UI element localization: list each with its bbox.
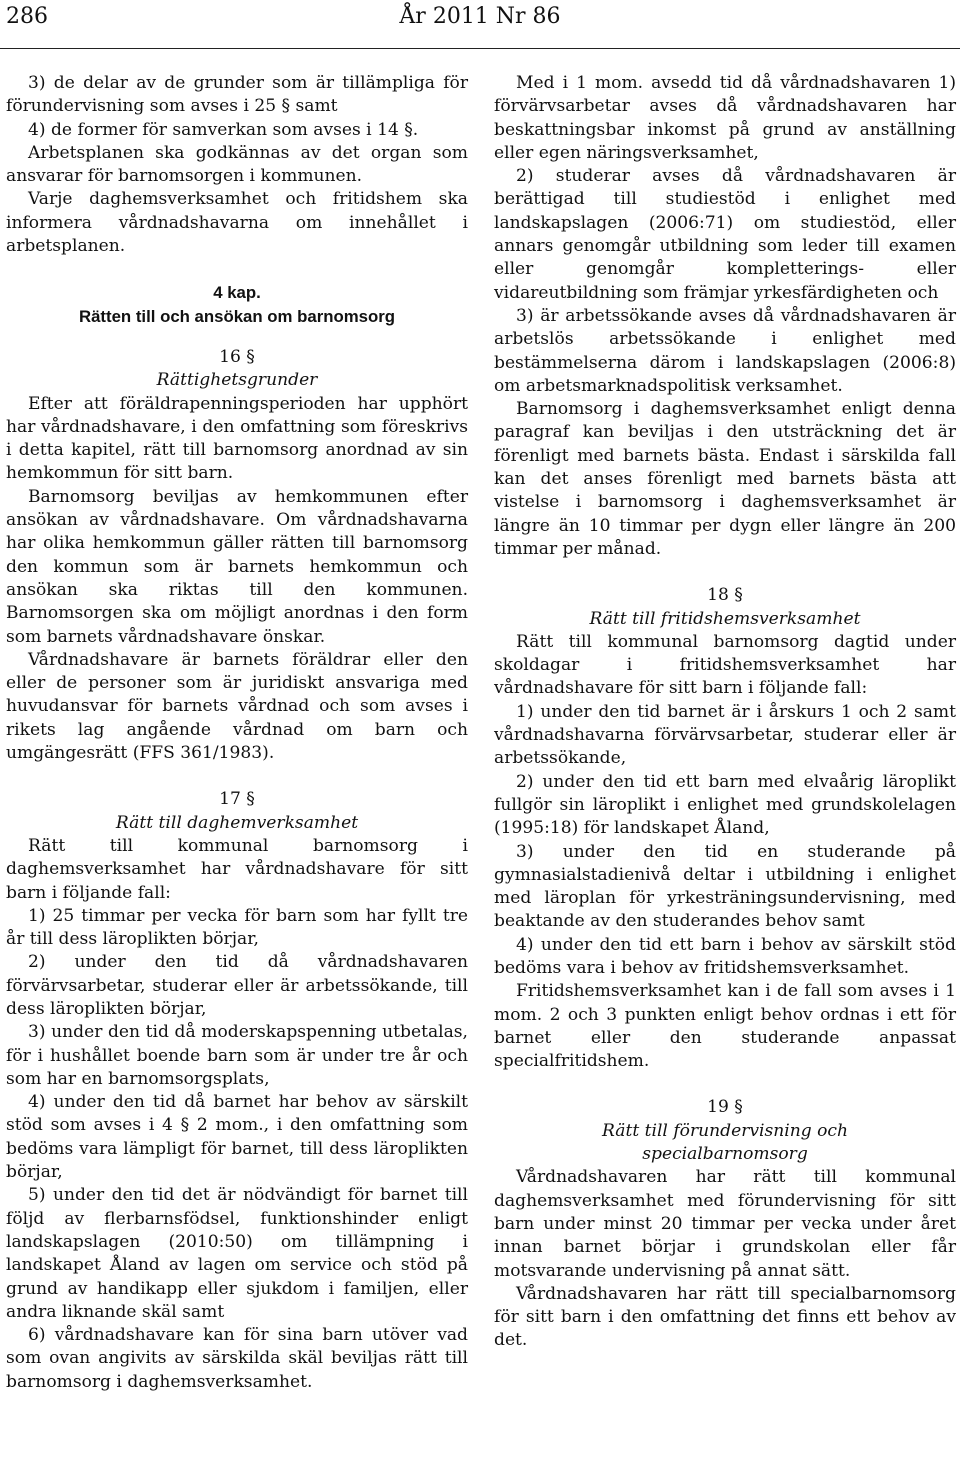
paragraph: Varje daghemsverksamhet och fritidshem ska informera vårdnadshavarna om innehållet i arbetsplanen. (6, 189, 468, 257)
section-number: 18 § (707, 585, 743, 606)
paragraph: Rätt till kommunal barnomsorg i daghemsverksamhet har vårdnadshavare för sitt barn i följande fall: (6, 835, 468, 903)
page-number: 286 (6, 4, 48, 29)
left-column (6, 72, 468, 1394)
paragraph: 5) under den tid det är nödvändigt för barnet till följd av flerbarnsfödsel, funktionshinder enligt landskapslagen (2010:50) om tillämpning i landskapet Åland av lagen om service och stöd på grund av handikapp eller sjukdom i familjen, eller andra liknande skäl samt (6, 1185, 468, 1322)
paragraph: Arbetsplanen ska godkännas av det organ som ansvarar för barnomsorgen i kommunen. (6, 142, 468, 187)
paragraph: Rätt till kommunal barnomsorg dagtid under skoldagar i fritidshemsverksamhet har vårdnadshavare för sitt barn i följande fall: (494, 631, 956, 699)
paragraph: 4) under den tid ett barn i behov av särskilt stöd bedöms vara i behov av fritidshemsverksamhet. (494, 934, 956, 978)
section-number: 19 § (707, 1097, 743, 1118)
section-title: Rätt till fritidshemsverksamhet (589, 608, 861, 629)
paragraph: Vårdnadshavaren har rätt till specialbarnomsorg för sitt barn i den omfattning det finns ett behov av det. (494, 1283, 956, 1351)
section-title: Rätt till daghemverksamhet (115, 812, 359, 833)
paragraph: Barnomsorg i daghemsverksamhet enligt denna paragraf kan beviljas i den utsträckning det är förenligt med barnets bästa. Endast i särskilda fall kan det anses förenligt med barnets bästa att vistelse i barnomsorg i daghemsverksamhet är längre än 10 timmar per dygn eller längre än 200 timmar per månad. (494, 399, 956, 559)
paragraph: 4) de former för samverkan som avses i 14 §. (28, 119, 419, 140)
section-title: Rätt till förundervisning och (602, 1120, 848, 1141)
paragraph: Med i 1 mom. avsedd tid då vårdnadshavaren 1) förvärvsarbetar avses då vårdnadshavaren har beskattningsbar inkomst på grund av anställning eller egen näringsverksamhet, (494, 73, 956, 163)
paragraph: 3) de delar av de grunder som är tillämpliga för förundervisning som avses i 25 § samt (6, 73, 468, 117)
paragraph: Vårdnadshavare är barnets föräldrar eller den eller de personer som är juridiskt ansvariga med huvudansvar för barnets vårdnad och som avses i rikets lag angående vårdnad om barn och umgängesrätt (FFS 361/1983). (6, 649, 468, 764)
right-column (494, 72, 956, 1353)
paragraph: 3) under den tid då moderskapspenning utbetalas, för i hushållet boende barn som är under tre år och som har en barnomsorgsplats, (6, 1022, 468, 1089)
paragraph: Efter att föräldrapenningsperioden har upphört har vårdnadshavare, i den omfattning som föreskrivs i detta kapitel, rätt till barnomsorg anordnad av sin hemkommun för sitt barn. (6, 393, 468, 484)
section-number: 16 § (219, 346, 255, 367)
paragraph: 3) är arbetssökande avses då vårdnadshavaren är arbetslös arbetssökande i enlighet med bestämmelserna därom i landskapslagen (2006:8) om arbetsmarknadspolitisk verksamhet. (494, 305, 956, 396)
paragraph: 2) under den tid då vårdnadshavaren förvärvsarbetar, studerar eller är arbetssökande, till dess läroplikten börjar, (6, 952, 468, 1019)
paragraph: 2) studerar avses då vårdnadshavaren är berättigad till studiestöd i enlighet med landskapslagen (2006:71) om studiestöd, eller annars genomgår utbildning som leder till examen eller genomgår kompletterings- eller vidareutbildning som främjar yrkesfärdigheten och (494, 166, 956, 303)
paragraph: 1) 25 timmar per vecka för barn som har fyllt tre år till dess läroplikten börjar, (6, 905, 468, 950)
paragraph: 6) vårdnadshavare kan för sina barn utöver vad som ovan angivits av särskilda skäl beviljas rätt till barnomsorg i daghemsverksamhet. (6, 1325, 468, 1392)
section-title: Rättighetsgrunder (156, 370, 318, 391)
page-header (0, 0, 960, 49)
paragraph: Fritidshemsverksamhet kan i de fall som avses i 1 mom. 2 och 3 punkten enligt behov ordnas i ett för barnet eller den studerande anpassat specialfritidshem. (494, 981, 956, 1072)
paragraph: Vårdnadshavaren har rätt till kommunal daghemsverksamhet med förundervisning för sitt barn under minst 20 timmar per vecka under året innan barnet börjar i grundskolan eller får motsvarande undervisning på annat sätt. (494, 1167, 956, 1281)
paragraph: 2) under den tid ett barn med elvaårig läroplikt fullgör sin läroplikt i enlighet med grundskolelagen (1995:18) för landskapet Åland, (494, 771, 956, 839)
chapter-heading: 4 kap. (213, 283, 261, 303)
paragraph: 1) under den tid barnet är i årskurs 1 och 2 samt vårdnadshavarna förvärvsarbetar, studerar eller är arbetssökande, (494, 701, 956, 769)
paragraph: Barnomsorg beviljas av hemkommunen efter ansökan av vårdnadshavare. Om vårdnadshavarna har olika hemkommun gäller rätten till barnomsorg den kommun som är barnets hemkommun och ansökan ska riktas till den kommunen. Barnomsorgen ska om möjligt anordnas i den form som barnets vårdnadshavare önskar. (6, 486, 468, 647)
publication-year-issue: År 2011 Nr 86 (399, 4, 561, 29)
paragraph: 3) under den tid en studerande på gymnasialstadienivå deltar i utbildning i enlighet med läroplan för yrkesträningsundervisning, med beaktande av den studerandes behov samt (494, 841, 956, 932)
section-title: specialbarnomsorg (642, 1144, 808, 1165)
section-number: 17 § (219, 789, 255, 810)
chapter-title: Rätten till och ansökan om barnomsorg (78, 306, 396, 326)
paragraph: 4) under den tid då barnet har behov av särskilt stöd som avses i 4 § 2 mom., i den omfattning som bedöms vara lämpligt för barnet, till dess läroplikten börjar, (6, 1092, 468, 1183)
